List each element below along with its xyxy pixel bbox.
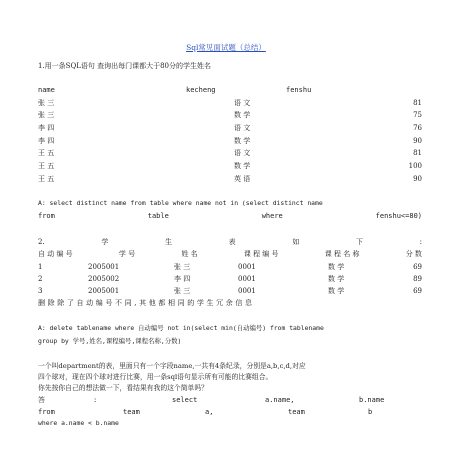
- q2-cell-course-name: 数 学: [328, 287, 345, 295]
- q2-table-header: [38, 250, 422, 259]
- q1-cell-score: 90: [413, 175, 422, 183]
- table-row: [38, 149, 422, 159]
- q2-task: 删 除 除 了 自 动 编 号 不 同 , 其 他 都 相 同 的 学 生 冗 余 信 息: [38, 299, 253, 307]
- q2-cell-id: 2: [38, 275, 43, 283]
- q3-text-line-2: 四个球对，现在四个球对进行比赛，用一条sql语句显示所有可能的比赛组合。: [38, 373, 273, 381]
- q3-answer-word: a,: [205, 408, 214, 416]
- q3-answer-word: team: [288, 408, 305, 416]
- q1-answer-word: where: [261, 212, 283, 220]
- table-row: [38, 287, 422, 297]
- q3-text-line-3: 你先按你自己的想法做一下，看结果有我的这个简单吗？: [38, 384, 208, 392]
- q2-cell-id: 1: [38, 263, 43, 271]
- q2-heading-word: 下: [355, 238, 363, 246]
- q1-cell-score: 81: [413, 149, 422, 157]
- q1-cell-score: 81: [413, 99, 422, 107]
- q3-answer-line-3: where a.name < b.name: [38, 419, 119, 427]
- q1-cell-name: 李 四: [38, 137, 55, 145]
- q1-cell-score: 100: [408, 162, 422, 170]
- q3-answer-word: from: [38, 408, 55, 416]
- q2-cell-name: 张 三: [174, 287, 191, 295]
- q2-cell-id: 3: [38, 287, 43, 295]
- q2-cell-score: 69: [413, 287, 422, 295]
- q3-text-line-1: 一个叫department的表，里面只有一个字段name,一共有4条纪录，分别是a,b,c,d,对应: [38, 362, 306, 370]
- q1-answer-line-2: [38, 212, 422, 221]
- q1-answer-word: fenshu<=80): [375, 212, 422, 220]
- q3-answer-word: select: [172, 396, 198, 404]
- table-row: [38, 99, 422, 109]
- q2-heading-word: 学: [101, 238, 109, 246]
- q1-cell-course: 数 学: [234, 137, 251, 145]
- question-1-prompt: 1.用一条SQL语句 查询出每门课都大于80分的学生姓名: [38, 62, 211, 70]
- q3-answer-word: team: [123, 408, 140, 416]
- q1-header-name: name: [38, 86, 55, 94]
- q2-header-cell: 姓 名: [181, 250, 198, 258]
- q2-cell-name: 张 三: [174, 263, 191, 271]
- q2-cell-course-no: 0001: [238, 287, 256, 295]
- q2-cell-student-no: 2005001: [88, 287, 120, 295]
- q1-cell-course: 语 文: [234, 124, 251, 132]
- q1-cell-name: 王 五: [38, 162, 55, 170]
- q1-header-kecheng: kecheng: [186, 86, 216, 94]
- q1-cell-name: 王 五: [38, 175, 55, 183]
- q2-cell-course-name: 数 学: [328, 275, 345, 283]
- q1-answer-word: table: [147, 212, 169, 220]
- q2-cell-name: 李 四: [174, 275, 191, 283]
- q2-header-cell: 分 数: [405, 250, 422, 258]
- q1-cell-course: 语 文: [234, 149, 251, 157]
- q2-cell-course-no: 0001: [238, 263, 256, 271]
- table-row: [38, 263, 422, 273]
- q3-answer-word: a.name,: [265, 396, 295, 404]
- q1-cell-course: 数 学: [234, 162, 251, 170]
- q2-cell-course-no: 0001: [238, 275, 256, 283]
- q1-cell-score: 90: [413, 137, 422, 145]
- q1-cell-name: 张 三: [38, 111, 55, 119]
- q2-header-cell: 课 程 编 号: [243, 250, 279, 258]
- table-row: [38, 175, 422, 185]
- q2-heading-word: 2.: [38, 238, 45, 246]
- q1-cell-name: 王 五: [38, 149, 55, 157]
- q2-cell-student-no: 2005001: [88, 263, 120, 271]
- q1-cell-course: 语 文: [234, 99, 251, 107]
- q1-cell-score: 76: [413, 124, 422, 132]
- q2-answer-line-1: A: delete tablename where 自动编号 not in(select min(自动编号) from tablename: [38, 324, 324, 332]
- q2-heading-word: 如: [292, 238, 300, 246]
- q2-cell-score: 69: [413, 263, 422, 271]
- q3-answer-line-2: [38, 408, 422, 418]
- q2-header-cell: 学 号: [118, 250, 136, 258]
- table-row: [38, 162, 422, 172]
- q1-cell-course: 数 学: [234, 111, 251, 119]
- q2-cell-student-no: 2005002: [88, 275, 120, 283]
- q3-answer-word: :: [94, 396, 97, 404]
- q3-answer-word: 答: [38, 396, 45, 404]
- q3-answer-word: b.name: [359, 396, 385, 404]
- q1-table-header: [38, 86, 422, 96]
- table-row: [38, 275, 422, 285]
- q1-answer-line-1: A: select distinct name from table where name not in (select distinct name: [38, 199, 323, 207]
- q2-heading-word: 生: [165, 238, 172, 246]
- q1-header-fenshu: fenshu: [286, 86, 312, 94]
- q3-answer-line-1: [38, 396, 422, 406]
- q2-answer-line-2: group by 学号,姓名,课程编号,课程名称,分数): [38, 337, 182, 345]
- table-row: [38, 137, 422, 147]
- q2-cell-score: 89: [413, 275, 422, 283]
- page-title[interactable]: Sql常见面试题（总结）: [186, 43, 266, 52]
- q2-heading-word: 表: [228, 238, 236, 246]
- q1-cell-score: 75: [413, 111, 422, 119]
- q1-answer-word: from: [38, 212, 55, 220]
- q2-heading-word: :: [419, 238, 422, 246]
- q1-cell-course: 英 语: [234, 175, 251, 183]
- q2-header-cell: 自 动 编 号: [38, 250, 73, 258]
- q1-cell-name: 李 四: [38, 124, 55, 132]
- question-2-heading: [38, 238, 422, 247]
- q2-header-cell: 课 程 名 称: [324, 250, 360, 258]
- table-row: [38, 111, 422, 121]
- table-row: [38, 124, 422, 134]
- q3-answer-word: b: [368, 408, 373, 416]
- q1-cell-name: 张 三: [38, 99, 55, 107]
- q2-cell-course-name: 数 学: [328, 263, 345, 271]
